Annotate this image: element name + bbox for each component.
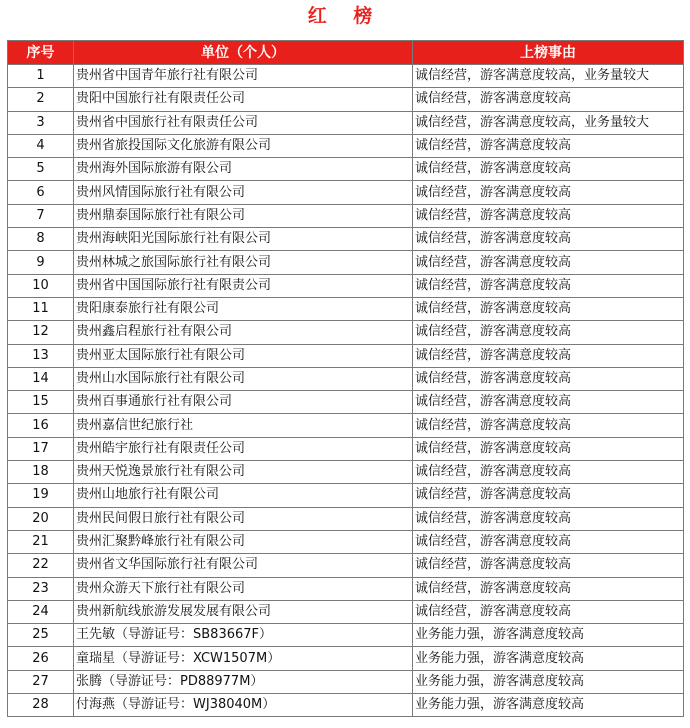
cell-reason: 诚信经营，游客满意度较高 [413,437,684,460]
cell-reason: 诚信经营，游客满意度较高 [413,204,684,227]
cell-unit-name: 贵州风情国际旅行社有限公司 [74,181,413,204]
cell-unit-name: 贵州鼎泰国际旅行社有限公司 [74,204,413,227]
header-reason: 上榜事由 [413,41,684,65]
cell-serial-number: 24 [8,600,74,623]
cell-serial-number: 20 [8,507,74,530]
table-row [8,344,684,367]
cell-reason: 诚信经营，游客满意度较高 [413,88,684,111]
table-row [8,554,684,577]
table-row [8,204,684,227]
cell-serial-number: 10 [8,274,74,297]
cell-reason: 诚信经营，游客满意度较高 [413,507,684,530]
cell-reason: 诚信经营，游客满意度较高 [413,414,684,437]
cell-serial-number: 15 [8,391,74,414]
cell-serial-number: 7 [8,204,74,227]
cell-reason: 诚信经营，游客满意度较高 [413,344,684,367]
cell-unit-name: 贵州省中国青年旅行社有限公司 [74,65,413,88]
cell-serial-number: 22 [8,554,74,577]
cell-serial-number: 2 [8,88,74,111]
cell-reason: 业务能力强，游客满意度较高 [413,694,684,717]
cell-serial-number: 1 [8,65,74,88]
cell-unit-name: 贵州省文华国际旅行社有限公司 [74,554,413,577]
cell-unit-name: 贵州省中国国际旅行社有限责公司 [74,274,413,297]
page-title: 红 榜 [307,5,383,27]
table-row [8,181,684,204]
table-row [8,461,684,484]
cell-serial-number: 23 [8,577,74,600]
cell-reason: 诚信经营，游客满意度较高 [413,554,684,577]
table-header-row [8,41,684,65]
cell-reason: 诚信经营，游客满意度较高 [413,461,684,484]
cell-unit-name: 贵州省中国旅行社有限责任公司 [74,111,413,134]
table-row [8,507,684,530]
cell-unit-name: 王先敏（导游证号：SB83667F） [74,624,413,647]
cell-serial-number: 5 [8,158,74,181]
table-row [8,65,684,88]
cell-serial-number: 26 [8,647,74,670]
table-row [8,647,684,670]
cell-serial-number: 11 [8,297,74,320]
cell-serial-number: 13 [8,344,74,367]
cell-unit-name: 贵州嘉信世纪旅行社 [74,414,413,437]
cell-reason: 诚信经营，游客满意度较高 [413,297,684,320]
cell-unit-name: 贵州新航线旅游发展发展有限公司 [74,600,413,623]
red-list-table [7,40,684,717]
table-row [8,694,684,717]
cell-serial-number: 6 [8,181,74,204]
cell-reason: 业务能力强，游客满意度较高 [413,624,684,647]
cell-reason: 业务能力强，游客满意度较高 [413,670,684,693]
cell-serial-number: 3 [8,111,74,134]
table-row [8,530,684,553]
cell-unit-name: 贵州鑫启程旅行社有限公司 [74,321,413,344]
cell-reason: 诚信经营，游客满意度较高 [413,577,684,600]
cell-serial-number: 21 [8,530,74,553]
cell-unit-name: 贵州汇聚黔峰旅行社有限公司 [74,530,413,553]
cell-unit-name: 贵州省旅投国际文化旅游有限公司 [74,134,413,157]
cell-serial-number: 18 [8,461,74,484]
cell-reason: 诚信经营，游客满意度较高 [413,600,684,623]
cell-unit-name: 童瑞星（导游证号：XCW1507M） [74,647,413,670]
cell-unit-name: 贵州林城之旅国际旅行社有限公司 [74,251,413,274]
cell-unit-name: 贵州亚太国际旅行社有限公司 [74,344,413,367]
table-row [8,274,684,297]
table-row [8,670,684,693]
table-row [8,134,684,157]
cell-serial-number: 16 [8,414,74,437]
cell-unit-name: 贵州山地旅行社有限公司 [74,484,413,507]
cell-serial-number: 28 [8,694,74,717]
table-row [8,600,684,623]
cell-serial-number: 25 [8,624,74,647]
cell-serial-number: 12 [8,321,74,344]
cell-unit-name: 贵州天悦逸景旅行社有限公司 [74,461,413,484]
cell-reason: 业务能力强，游客满意度较高 [413,647,684,670]
cell-serial-number: 17 [8,437,74,460]
table-body [8,65,684,717]
cell-unit-name: 贵州山水国际旅行社有限公司 [74,367,413,390]
cell-unit-name: 付海燕（导游证号：WJ38040M） [74,694,413,717]
table-row [8,437,684,460]
cell-unit-name: 贵州众游天下旅行社有限公司 [74,577,413,600]
cell-reason: 诚信经营，游客满意度较高 [413,181,684,204]
table-row [8,484,684,507]
table-row [8,158,684,181]
cell-reason: 诚信经营，游客满意度较高 [413,367,684,390]
table-row [8,414,684,437]
cell-unit-name: 贵州皓宇旅行社有限责任公司 [74,437,413,460]
cell-serial-number: 27 [8,670,74,693]
cell-reason: 诚信经营，游客满意度较高，业务量较大 [413,111,684,134]
cell-unit-name: 贵州海峡阳光国际旅行社有限公司 [74,228,413,251]
table-row [8,297,684,320]
cell-reason: 诚信经营，游客满意度较高 [413,228,684,251]
cell-serial-number: 14 [8,367,74,390]
table-row [8,228,684,251]
cell-unit-name: 贵州海外国际旅游有限公司 [74,158,413,181]
cell-unit-name: 贵州民间假日旅行社有限公司 [74,507,413,530]
cell-serial-number: 8 [8,228,74,251]
table-row [8,321,684,344]
cell-reason: 诚信经营，游客满意度较高 [413,321,684,344]
cell-unit-name: 贵阳中国旅行社有限责任公司 [74,88,413,111]
table-row [8,577,684,600]
table-row [8,391,684,414]
cell-reason: 诚信经营，游客满意度较高 [413,484,684,507]
cell-serial-number: 4 [8,134,74,157]
cell-reason: 诚信经营，游客满意度较高，业务量较大 [413,65,684,88]
table-row [8,111,684,134]
table-row [8,624,684,647]
cell-reason: 诚信经营，游客满意度较高 [413,274,684,297]
cell-serial-number: 9 [8,251,74,274]
cell-reason: 诚信经营，游客满意度较高 [413,251,684,274]
cell-reason: 诚信经营，游客满意度较高 [413,134,684,157]
cell-reason: 诚信经营，游客满意度较高 [413,391,684,414]
cell-unit-name: 贵州百事通旅行社有限公司 [74,391,413,414]
table-row [8,88,684,111]
header-serial-number: 序号 [8,41,74,65]
cell-reason: 诚信经营，游客满意度较高 [413,530,684,553]
cell-reason: 诚信经营，游客满意度较高 [413,158,684,181]
table-row [8,367,684,390]
cell-unit-name: 贵阳康泰旅行社有限公司 [74,297,413,320]
cell-unit-name: 张腾（导游证号：PD88977M） [74,670,413,693]
table-row [8,251,684,274]
cell-serial-number: 19 [8,484,74,507]
header-unit-name: 单位（个人） [74,41,413,65]
